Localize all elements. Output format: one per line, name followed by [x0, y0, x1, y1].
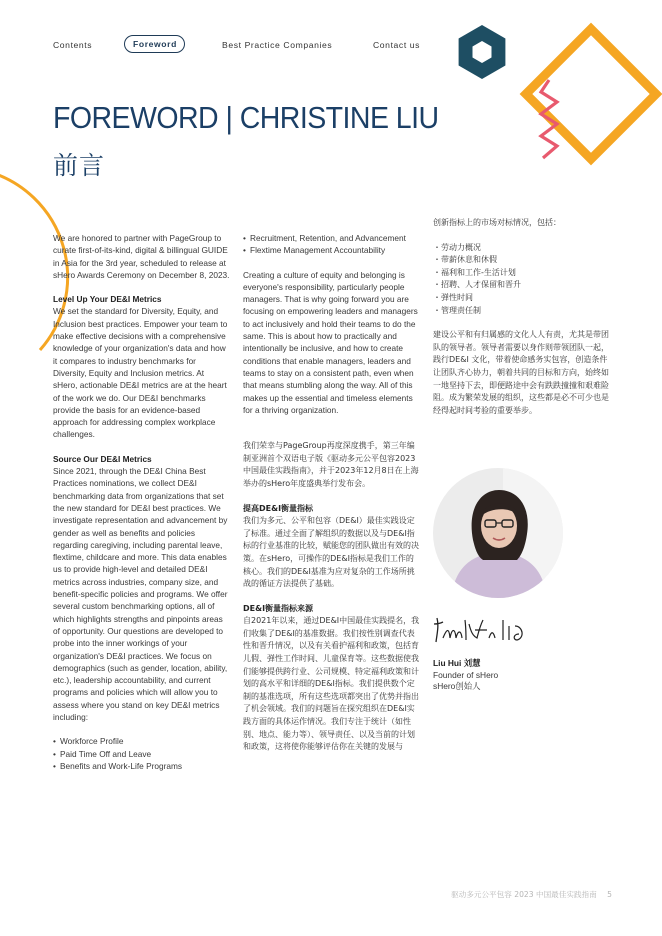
middle-column: [243, 232, 421, 754]
nav-contents[interactable]: Contents: [53, 40, 93, 50]
author-role-en: Founder of sHero: [433, 669, 499, 680]
zh-section-heading-level-up: 提高DE&I衡量指标: [243, 503, 314, 513]
author-name: Liu Hui 刘慧: [433, 658, 481, 668]
section-heading-source: Source Our DE&I Metrics: [53, 453, 152, 464]
chinese-section: [243, 440, 421, 754]
zh-intro-paragraph: 我们荣幸与PageGroup再度深度携手，第三年编制亚洲首个双语电子版《驱动多元公平包容2023中国最佳实践指南》，并于2023年12月8日在上海举办的sHero年度盛典举行发布会。: [243, 441, 419, 488]
zh-continued-paragraph: 创新指标上的市场对标情况，包括：: [433, 218, 561, 227]
nav-foreword[interactable]: Foreword: [124, 35, 185, 53]
list-item: ・弹性时间: [433, 292, 473, 302]
list-item: • Flextime Management Accountability: [243, 244, 421, 256]
english-column: [53, 232, 230, 772]
metrics-list: [53, 735, 230, 772]
zh-level-up-paragraph: 我们为多元、公平和包容（DE&I）最佳实践设定了标准。通过全面了解组织的数据以及与DE&I指标的行业基准的比较，赋能您的团队做出有效的决策。在sHero，可操作的DE&I指标是我们工作的核心。我们的DE&I基准为应对复杂的工作场所挑战的循证方法提供了基础。: [243, 516, 419, 589]
list-item: • Paid Time Off and Leave: [53, 748, 230, 760]
signature-image: [433, 612, 528, 646]
nav-contact-us[interactable]: Contact us: [373, 40, 421, 50]
level-up-paragraph: We set the standard for Diversity, Equity, and Inclusion best practices. Empower your team to make effective decisions with a comprehensive knowledge of your organization's data and how it compares to industry benchmarks for Diversity, Equity and Inclusion metrics. At sHero, actionable DE&I metrics are at the heart of the work we do. Our DE&I benchmarks provide the basis for an evidence-based approach for addressing complex workplace challenges.: [53, 306, 228, 440]
list-item: ・带薪休息和休假: [433, 255, 497, 265]
zh-culture-paragraph: 建设公平和有归属感的文化人人有责，尤其是带团队的领导者。领导者需要以身作则带领团队一起，践行DE&I 文化，带着使命感务实包容，创造条件让团队齐心协力，朝着共同的目标和方向，始终如一地坚持下去，即便路途中会有跌跌撞撞和艰难险阻。成为繁荣发展的组织，这些都是必不可少也是经得起时间考验的重要举步。: [433, 330, 609, 415]
page-footer: [443, 889, 612, 900]
list-item: • Benefits and Work-Life Programs: [53, 760, 230, 772]
list-item: • Recruitment, Retention, and Advancement: [243, 232, 421, 244]
page-subtitle: 前言: [53, 152, 106, 180]
author-role-zh: sHero创始人: [433, 681, 481, 691]
metrics-list-continued: [243, 232, 421, 257]
list-item: ・招聘、人才保留和晋升: [433, 280, 521, 290]
zh-source-paragraph: 自2021年以来，通过DE&I中国最佳实践提名，我们收集了DE&I的基准数据。我们按性别调查代表性和晋升情况，以及有关看护福利和政策，包括育儿假、弹性工作时间、儿童保育等。这些数据使我们能够提供跨行业、公司规模、特定福利政策和计划的高水平和详细的DE&I指标。我们提供数个定制的基准选项，所有这些选项都突出了优势并指出了机会领域。我们的问题旨在探究组织在DE&I实践方面的具体运作情况。我们专注于统计（如性别、地点、能力等）、领导责任、以及当前的计划和政策，这将使你能够评估你在关键的发展与: [243, 616, 420, 752]
top-navigation: [0, 36, 662, 58]
author-caption: [433, 658, 498, 693]
portrait-photo: [433, 468, 563, 598]
culture-paragraph: Creating a culture of equity and belonging is everyone's responsibility, particularly people managers. That is why going forward you are focusing on empowering leaders and managers to act inclusively and hold their teams to do the same. This is about how to practically and intentionally be inclusive, and how to create conditions that enable managers, leaders and teams to stay on a consistent path, even when that means stumbling along the way. All of this makes up the essential and timeless elements for a thriving organization.: [243, 269, 418, 415]
footer-text: 驱动多元公平包容 2023 中国最佳实践指南: [451, 890, 597, 899]
page-number: 5: [607, 890, 612, 899]
zh-section-heading-source: DE&I衡量指标来源: [243, 603, 314, 613]
list-item: ・管理责任制: [433, 305, 481, 315]
list-item: ・福利和工作-生活计划: [433, 267, 516, 277]
nav-best-practice-companies[interactable]: Best Practice Companies: [222, 40, 333, 50]
source-paragraph: Since 2021, through the DE&I China Best Practices nominations, we collect DE&I benchmarking data from organizations that set the new standard for DE&I best practices. We investigate representation and advancement by gender as well as benefits and policies regarding caregiving, including parental leave, flextime, childcare and more. This data enables us to provide high-level and detailed DE&I metrics across industries, company size, and benefit-specific policies and programs. We offer several custom benchmarking options, all of which highlights strengths and pinpoints areas of opportunity. Our questions are developed to probe into the inner workings of your organization's DE&I practices. We focus on demographics (such as gender, location, ability, etc.), leadership accountability, and current programs and policies which will allow you to assess where you stand on key DE&I metrics including:: [53, 466, 228, 722]
intro-paragraph: We are honored to partner with PageGroup to curate first-of-its-kind, digital & billingual GUIDE in Asia for the 3rd year, scheduled to release at sHero Awards Ceremony on December 8, 2023.: [53, 233, 230, 280]
list-item: ・劳动力概况: [433, 242, 481, 252]
right-column: [433, 217, 613, 417]
list-item: • Workforce Profile: [53, 735, 230, 747]
section-heading-level-up: Level Up Your DE&I Metrics: [53, 294, 162, 305]
page-title: FOREWORD | CHRISTINE LIU: [53, 100, 439, 135]
zh-metrics-list: [433, 242, 613, 318]
